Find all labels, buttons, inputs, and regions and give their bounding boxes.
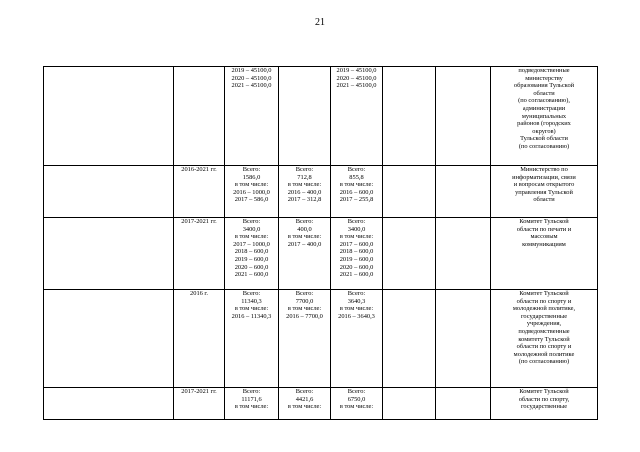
cell-line: 2019 – 45100,0 [336,67,377,74]
cell-line: Всего: [347,166,366,173]
period-cell: 2016 г. [174,290,225,388]
cell-line: 2019 – 45100,0 [231,67,272,74]
period-cell: 2017-2021 гг. [174,218,225,290]
table-row [44,218,598,290]
table-row [44,388,598,420]
cell-line: управления Тульской [515,188,573,196]
cell-line: Всего: [295,218,314,225]
cell-line: Всего: [347,218,366,225]
organization-cell [491,290,598,388]
cell-line: Всего: [242,218,261,225]
organization-cell [491,166,598,218]
cell-line: 2020 – 45100,0 [231,74,272,82]
other-cell [436,67,491,166]
cell-line: 2017 – 400,0 [287,240,322,248]
cell-line: 2020 – 600,0 [234,263,269,271]
program-cell [44,388,174,420]
federal-cell [279,67,331,166]
cell-line: администрации [522,104,566,112]
federal-cell [279,290,331,388]
cell-line: массовым [530,233,558,241]
cell-line: Всего: [295,166,314,173]
total-cell [225,388,279,420]
cell-line: подведомственные [518,67,570,74]
local-cell [383,388,436,420]
period-cell: 2016-2021 гг. [174,166,225,218]
cell-line: и вопросам открытого [513,181,575,189]
cell-line: 2016 – 11340,3 [231,312,272,320]
cell-line: в том числе: [339,305,374,313]
cell-line: 855,8 [349,173,364,181]
federal-cell [279,166,331,218]
cell-line: в том числе: [287,305,322,313]
period-cell [174,67,225,166]
cell-line: 1586,0 [242,173,261,181]
cell-line: 2017 – 312,8 [287,196,322,204]
budget-table [43,66,598,420]
cell-line: Всего: [295,290,314,297]
cell-line: Всего: [242,290,261,297]
cell-line: Всего: [242,166,261,173]
regional-cell [331,67,383,166]
cell-line: молодежной политике, [512,305,576,313]
cell-line: 2017 – 600,0 [339,240,374,248]
cell-line: комитету Тульской [518,335,570,343]
cell-line: образования Тульской [513,82,575,90]
cell-line: молодежной политике [513,350,575,358]
other-cell [436,290,491,388]
cell-line: области по спорту и [516,297,572,305]
program-cell [44,290,174,388]
cell-line: (по согласованию), [518,97,570,105]
program-cell [44,166,174,218]
cell-line: области [533,89,555,97]
cell-line: (по согласованию) [518,142,570,150]
cell-line: Тульской области [520,135,568,143]
organization-cell [491,218,598,290]
total-cell [225,218,279,290]
cell-line: в том числе: [339,403,374,411]
regional-cell [331,166,383,218]
cell-line: (по согласованию) [518,358,570,366]
total-cell [225,290,279,388]
cell-line: государственные [520,403,568,411]
cell-line: 2017 – 1000,0 [233,240,270,248]
cell-line: учреждения, [526,320,562,328]
table-row [44,67,598,166]
cell-line: 3400,0 [242,225,261,233]
cell-line: Комитет Тульской [519,388,569,395]
other-cell [436,218,491,290]
cell-line: в том числе: [339,181,374,189]
cell-line: 7700,0 [295,297,314,305]
cell-line: 712,8 [297,173,312,181]
cell-line: 2021 – 45100,0 [231,82,272,90]
program-cell [44,67,174,166]
local-cell [383,67,436,166]
cell-line: в том числе: [234,403,269,411]
program-cell [44,218,174,290]
cell-line: коммуникациям [522,240,566,248]
cell-line: 2016 – 600,0 [339,188,374,196]
cell-line: муниципальных [521,112,567,120]
cell-line: Всего: [347,290,366,297]
local-cell [383,166,436,218]
cell-line: Комитет Тульской [519,218,569,225]
cell-line: 2021 – 600,0 [234,271,269,279]
cell-line: министерству [525,74,563,82]
cell-line: 2019 – 600,0 [234,255,269,263]
other-cell [436,388,491,420]
cell-line: 3400,0 [347,225,366,233]
cell-line: 2020 – 45100,0 [336,74,377,82]
cell-line: в том числе: [234,305,269,313]
cell-line: 3640,3 [347,297,366,305]
cell-line: 2016 – 400,0 [287,188,322,196]
cell-line: 11340,3 [241,297,262,305]
cell-line: округов) [532,127,556,135]
page-number: 21 [315,17,325,28]
cell-line: в том числе: [339,233,374,241]
federal-cell [279,218,331,290]
cell-line: области по спорту, [518,395,570,403]
cell-line: 2020 – 600,0 [339,263,374,271]
organization-cell [491,388,598,420]
cell-line: в том числе: [287,233,322,241]
cell-line: 2018 – 600,0 [234,248,269,256]
cell-line: 11171,6 [241,395,262,403]
regional-cell [331,218,383,290]
cell-line: Всего: [295,388,314,395]
cell-line: 2016 – 1000,0 [233,188,270,196]
cell-line: 6750,0 [347,395,366,403]
total-cell [225,166,279,218]
local-cell [383,290,436,388]
federal-cell [279,388,331,420]
cell-line: 2019 – 600,0 [339,255,374,263]
cell-line: 2016 – 7700,0 [286,312,323,320]
cell-line: в том числе: [287,181,322,189]
cell-line: Министерство по [520,166,568,173]
cell-line: области по печати и [516,225,572,233]
regional-cell [331,290,383,388]
cell-line: области по спорту и [516,343,572,351]
period-cell: 2017-2021 гг. [174,388,225,420]
cell-line: Всего: [347,388,366,395]
cell-line: области [533,196,555,204]
cell-line: 2021 – 45100,0 [336,82,377,90]
cell-line: в том числе: [287,403,322,411]
cell-line: 2017 – 586,0 [234,196,269,204]
other-cell [436,166,491,218]
cell-line: 2016 – 3640,3 [338,312,375,320]
cell-line: подведомственные [518,327,570,335]
organization-cell [491,67,598,166]
cell-line: 2018 – 600,0 [339,248,374,256]
total-cell [225,67,279,166]
cell-line: 2017 – 255,8 [339,196,374,204]
regional-cell [331,388,383,420]
local-cell [383,218,436,290]
cell-line: информатизации, связи [512,173,576,181]
cell-line: в том числе: [234,181,269,189]
cell-line: Всего: [242,388,261,395]
cell-line: 4421,6 [295,395,314,403]
cell-line: Комитет Тульской [519,290,569,297]
cell-line: районов (городских [517,120,571,128]
table-row [44,166,598,218]
table-row [44,290,598,388]
cell-line: 2021 – 600,0 [339,271,374,279]
cell-line: государственные [520,312,568,320]
cell-line: в том числе: [234,233,269,241]
cell-line: 400,0 [297,225,312,233]
